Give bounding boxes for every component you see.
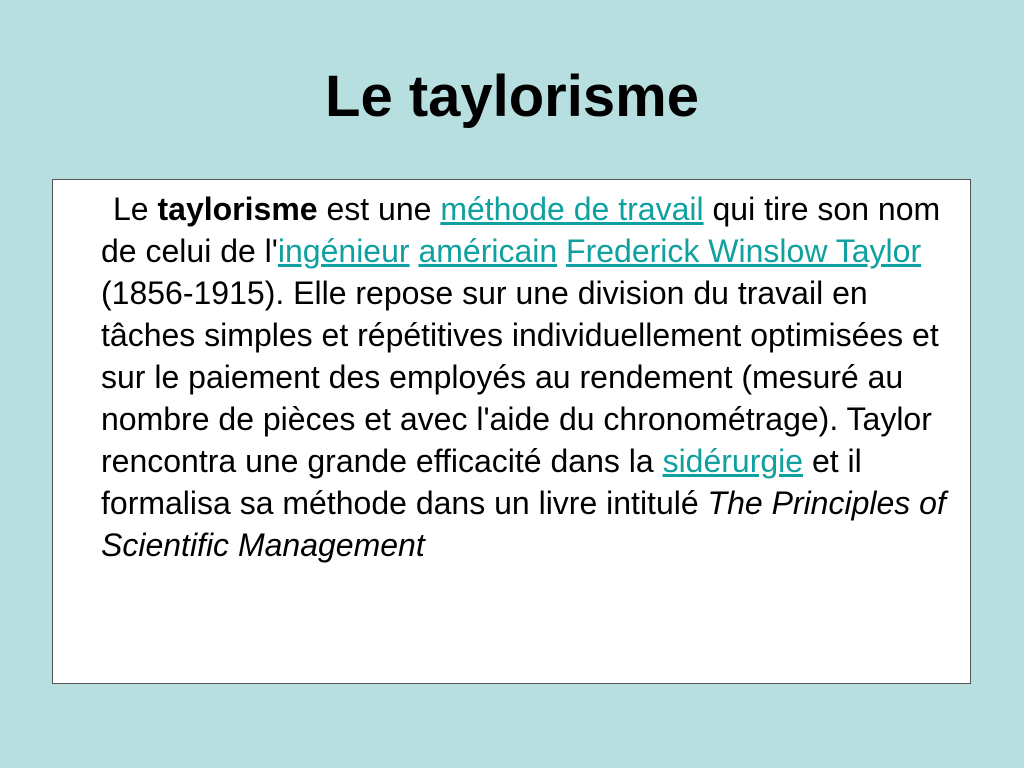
text-segment: et il formalisa sa méthode dans un livre intitulé (101, 443, 862, 521)
link-frederick-winslow-taylor[interactable]: Frederick Winslow Taylor (566, 233, 922, 269)
text-segment: (1856-1915). Elle repose sur une division du travail en tâches simples et répétitives individuellement optimisées et sur le paiement des employés au rendement (mesuré au nombre de pièces et avec l'aide du chronométrage). Taylor rencontra une grande efficacité dans la (101, 275, 939, 479)
text-segment: Le (113, 191, 158, 227)
text-box (52, 179, 971, 684)
bold-term: taylorisme (157, 191, 318, 227)
book-title: The Principles of Scientific Management (101, 485, 946, 563)
text-segment (557, 233, 566, 269)
link-methode-de-travail[interactable]: méthode de travail (440, 191, 704, 227)
slide-title: Le taylorisme (325, 64, 699, 129)
body-paragraph (101, 188, 961, 566)
link-siderurgie[interactable]: sidérurgie (662, 443, 804, 479)
text-segment: est une (317, 191, 441, 227)
link-ingenieur[interactable]: ingénieur (277, 233, 410, 269)
text-segment: qui tire son nom de celui de l' (101, 191, 941, 269)
link-americain[interactable]: américain (418, 233, 558, 269)
